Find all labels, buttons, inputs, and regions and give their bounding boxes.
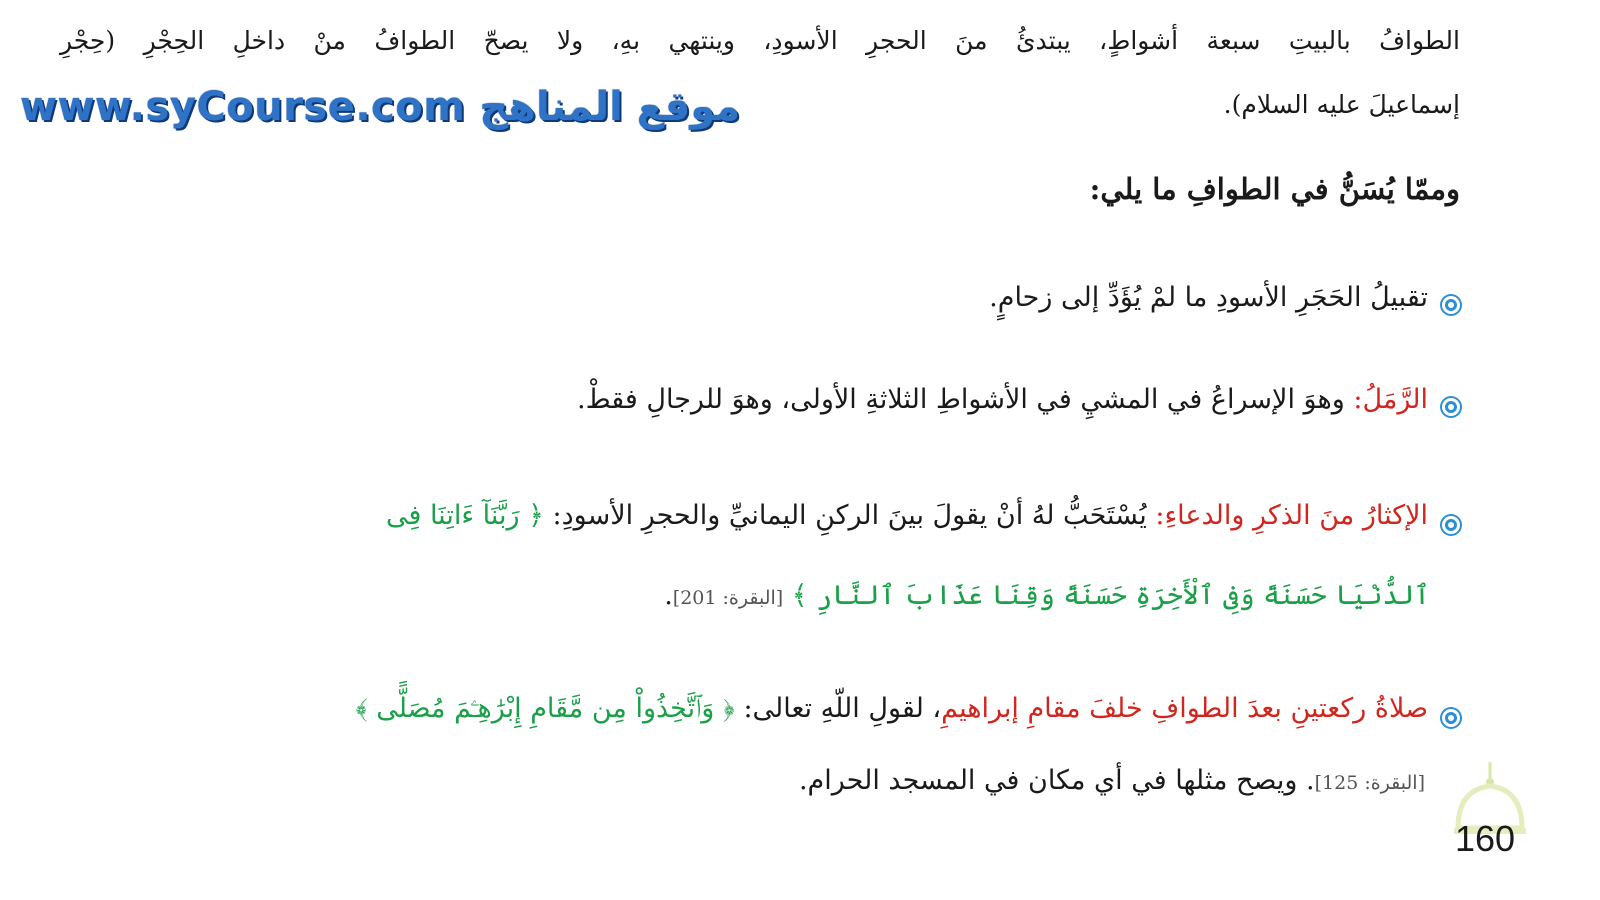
bullet-item-3 [386,500,1428,532]
circle-bullet-icon [1442,516,1460,534]
circle-bullet-icon [1442,296,1460,314]
paragraph-line-1: الطوافُ بالبيتِ سبعة أشواطٍ، يبتدئُ منَ الحجرِ الأسودِ، وينتهي بهِ، ولا يصحّ الطوافُ منْ داخلِ الحِجْرِ (حِجْرِ [60,26,1460,55]
sentence-end: . [664,580,673,611]
verse-reference: [البقرة: 125] [1314,772,1425,794]
circle-bullet-icon [1442,398,1460,416]
bullet-text: تقبيلُ الحَجَرِ الأسودِ ما لمْ يُؤَدِّ إلى زحامٍ. [989,282,1428,313]
quran-verse: ﴿ رَبَّنَآ ءَاتِنَا فِى [385,500,544,531]
bullet-term: الإكثارُ منَ الذكرِ والدعاءِ: [1155,500,1428,531]
bullet-term: الرَّمَلُ: [1353,384,1428,415]
watermark-url: www.syCourse.com [20,84,466,130]
bullet-text: وهوَ الإسراعُ في المشيِ في الأشواطِ الثلاثةِ الأولى، وهوَ للرجالِ فقطْ. [577,384,1354,415]
bullet-item-1 [989,282,1428,314]
quran-verse: ٱلدُّنْيَا حَسَنَةً وَفِى ٱلْأَخِرَةِ حَسَنَةً وَقِنَا عَذَابَ ٱلنَّارِ ﴾ [791,580,1430,611]
bullet-item-4-continued [799,765,1425,797]
quran-verse: ﴿ وَٱتَّخِذُواْ مِن مَّقَامِ إِبْرَٰهِـۧمَ مُصَلًّى ﴾ [355,693,735,724]
paragraph-line-2: إسماعيلَ عليه السلام). [1223,90,1460,119]
continuation-text: . ويصح مثلها في أي مكان في المسجد الحرام. [798,765,1315,796]
watermark [20,84,740,130]
bullet-text: يُسْتَحَبُّ لهُ أنْ يقولَ بينَ الركنِ اليمانيِّ والحجرِ الأسودِ: [543,500,1156,531]
page-number: 160 [1455,818,1516,859]
bullet-item-2 [577,384,1428,416]
circle-bullet-icon [1442,709,1460,727]
bullet-term: صلاةُ ركعتينِ بعدَ الطوافِ خلفَ مقامِ إبراهيمِ [941,693,1428,724]
bullet-item-4 [356,693,1428,725]
watermark-arabic: موقع المناهج [479,84,741,130]
verse-reference: [البقرة: 201] [672,587,784,609]
bullet-item-3-continued [664,580,1430,612]
intro-heading: وممّا يُسَنُّ في الطوافِ ما يلي: [1089,172,1460,206]
bullet-text: ، لقولِ اللّهِ تعالى: [734,693,942,724]
